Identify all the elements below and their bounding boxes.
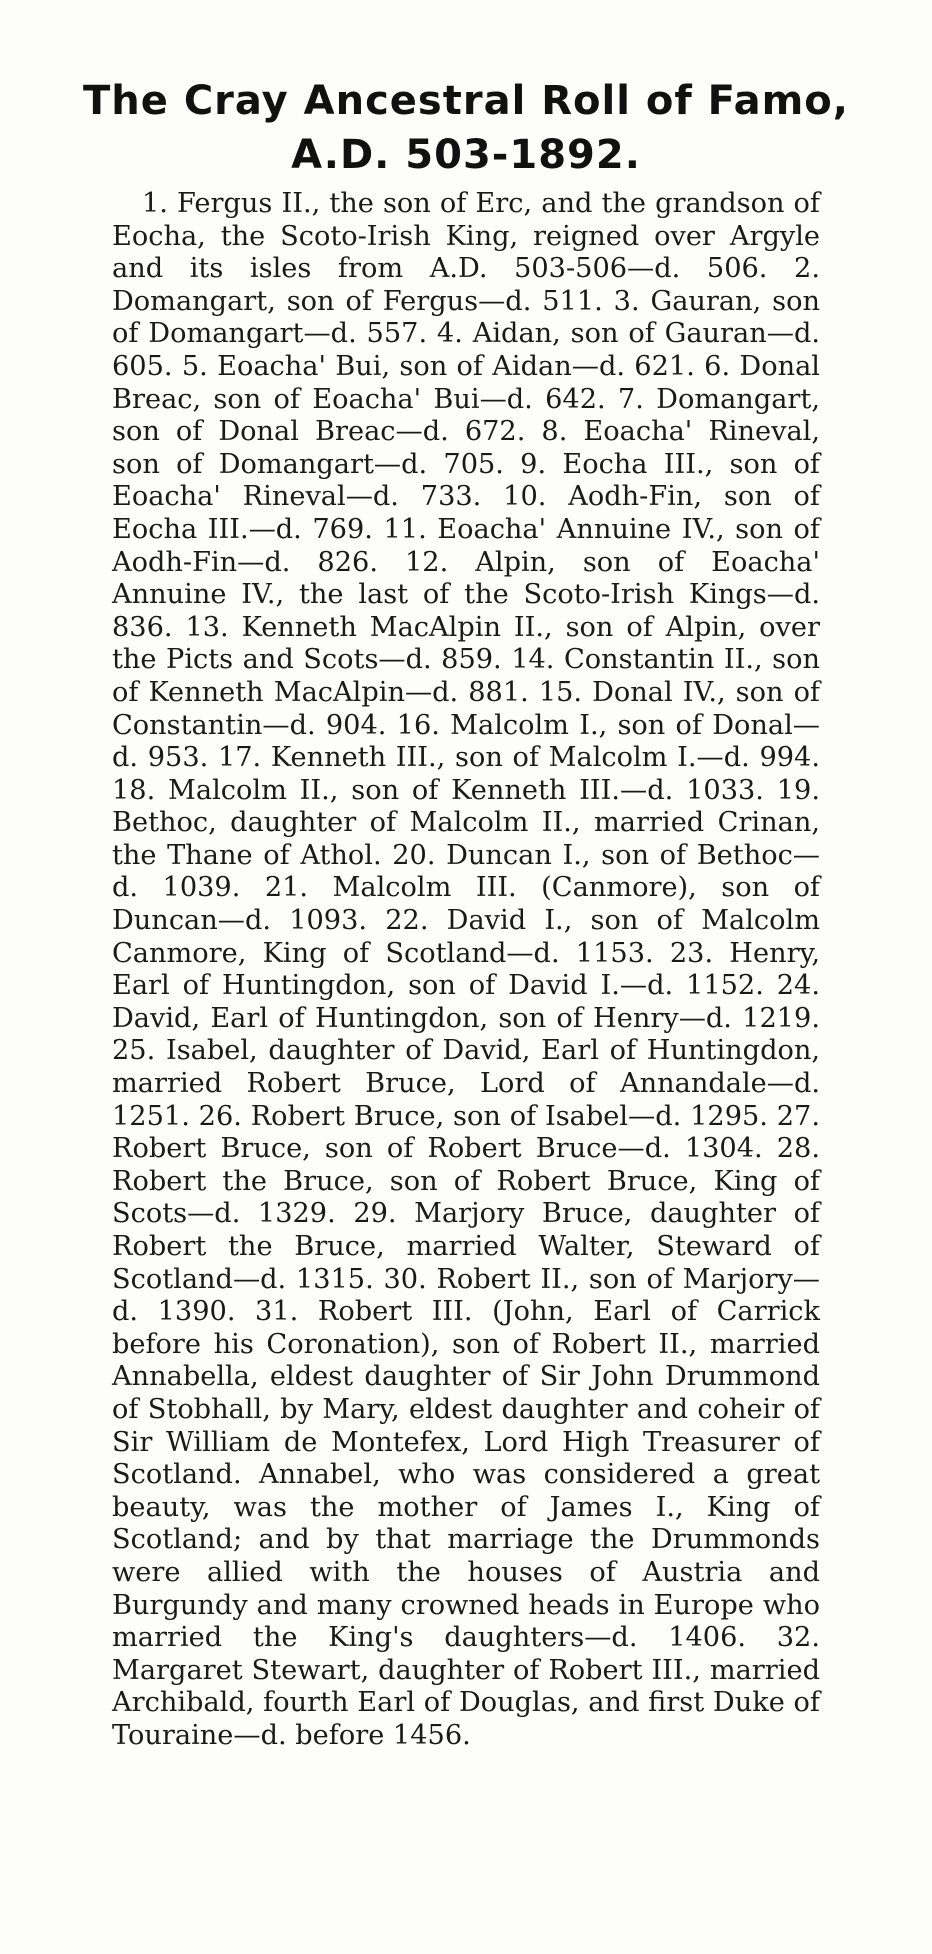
article-title-dates: A.D. 503-1892. bbox=[291, 132, 641, 178]
article-body: 1. Fergus II., the son of Erc, and the grandson of Eocha, the Scoto-Irish King, reigned over Argyle and its isles from A.D. 503-506—d. 506. 2. Domangart, son of Fergus—d. 511. 3. Gauran, son of Domangart—d. 557. 4. Aidan, son of Gauran—d. 605. 5. Eoacha' Bui, son of Aidan—d. 621. 6. Donal Breac, son of Eoacha' Bui—d. 642. 7. Domangart, son of Donal Breac—d. 672. 8. Eoacha' Rineval, son of Domangart—d. 705. 9. Eocha III., son of Eoacha' Rineval—d. 733. 10. Aodh-Fin, son of Eocha III.—d. 769. 11. Eoacha' Annuine IV., son of Aodh-Fin—d. 826. 12. Alpin, son of Eoacha' Annuine IV., the last of the Scoto-Irish Kings—d. 836. 13. Kenneth MacAlpin II., son of Alpin, over the Picts and Scots—d. 859. 14. Constantin II., son of Kenneth MacAlpin—d. 881. 15. Donal IV., son of Constantin—d. 904. 16. Malcolm I., son of Donal—d. 953. 17. Kenneth III., son of Malcolm I.—d. 994. 18. Malcolm II., son of Kenneth III.—d. 1033. 19. Bethoc, daughter of Malcolm II., married Crinan, the Thane of Athol. 20. Duncan I., son of Bethoc—d. 1039. 21. Malcolm III. (Canmore), son of Duncan—d. 1093. 22. David I., son of Malcolm Canmore, King of Scotland—d. 1153. 23. Henry, Earl of Huntingdon, son of David I.—d. 1152. 24. David, Earl of Huntingdon, son of Henry—d. 1219. 25. Isabel, daughter of David, Earl of Huntingdon, married Robert Bruce, Lord of Annandale—d. 1251. 26. Robert Bruce, son of Isabel—d. 1295. 27. Robert Bruce, son of Robert Bruce—d. 1304. 28. Robert the Bruce, son of Robert Bruce, King of Scots—d. 1329. 29. Marjory Bruce, daughter of Robert the Bruce, married Walter, Steward of Scotland—d. 1315. 30. Robert II., son of Marjory—d. 1390. 31. Robert III. (John, Earl of Carrick before his Coronation), son of Robert II., married Annabella, eldest daughter of Sir John Drummond of Stobhall, by Mary, eldest daughter and coheir of Sir William de Montefex, Lord High Treasurer of Scotland. Annabel, who was considered a great beauty, was the mother of James I., King of Scotland; and by that marriage the Drummonds were allied with the houses of Austria and Burgundy and many crowned heads in Europe who married the King's daughters—d. 1406. 32. Margaret Stewart, daughter of Robert III., married Archibald, fourth Earl of Douglas, and first Duke of Touraine—d. before 1456. bbox=[112, 188, 820, 1751]
article-title: The Cray Ancestral Roll of Famo, bbox=[83, 78, 849, 124]
